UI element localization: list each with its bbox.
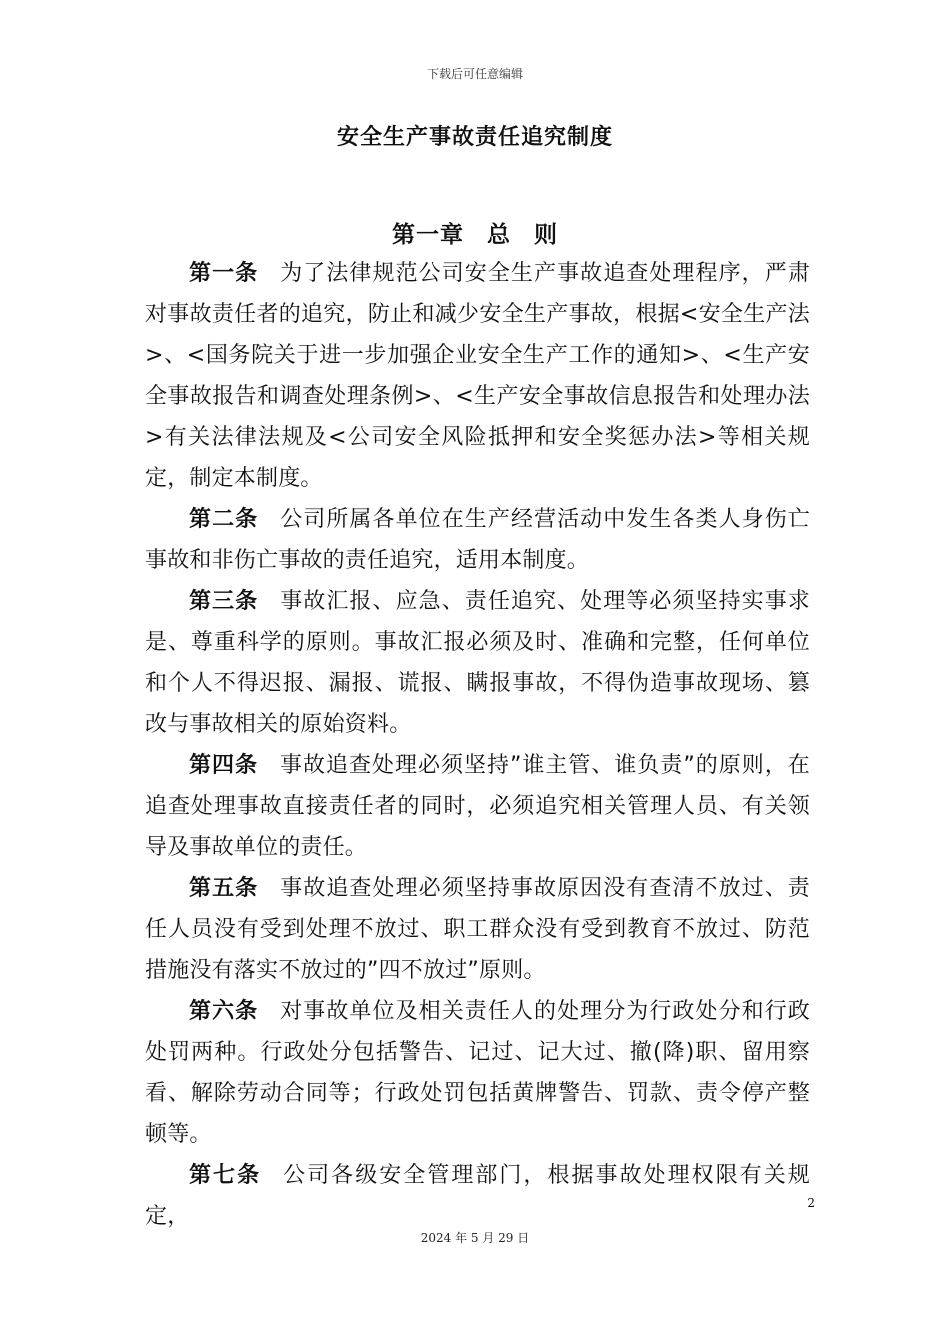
article-label: 第二条: [189, 507, 259, 532]
article-label: 第七条: [189, 1163, 262, 1188]
article-text: 公司各级安全管理部门，根据事故处理权限有关规定，: [145, 1163, 810, 1229]
article-label: 第四条: [189, 753, 258, 778]
article-text: 事故追查处理必须坚持事故原因没有查清不放过、责任人员没有受到处理不放过、职工群众没有受到教育不放过、防范措施没有落实不放过的”四不放过”原则。: [145, 876, 810, 983]
document-body: [145, 253, 810, 1237]
article-label: 第六条: [189, 999, 259, 1024]
article-4: [145, 745, 810, 868]
article-label: 第一条: [189, 261, 259, 286]
article-3: [145, 581, 810, 745]
document-title: 安全生产事故责任追究制度: [336, 125, 613, 150]
article-6: [145, 991, 810, 1155]
article-text: 事故汇报、应急、责任追究、处理等必须坚持实事求是、尊重科学的原则。事故汇报必须及时、准确和完整，任何单位和个人不得迟报、漏报、谎报、瞒报事故，不得伪造事故现场、篡改与事故相关的原始资料。: [145, 589, 810, 737]
page-number: 2: [807, 1196, 815, 1210]
article-2: [145, 499, 810, 581]
article-label: 第五条: [189, 876, 259, 901]
article-5: [145, 868, 810, 991]
article-text: 对事故单位及相关责任人的处理分为行政处分和行政处罚两种。行政处分包括警告、记过、记大过、撤(降)职、留用察看、解除劳动合同等；行政处罚包括黄牌警告、罚款、责令停产整顿等。: [145, 999, 810, 1147]
article-text: 事故追查处理必须坚持”谁主管、谁负责”的原则，在追查处理事故直接责任者的同时，必须追究相关管理人员、有关领导及事故单位的责任。: [145, 753, 810, 860]
article-text: 为了法律规范公司安全生产事故追查处理程序，严肃对事故责任者的追究，防止和减少安全生产事故，根据<安全生产法>、<国务院关于进一步加强企业安全生产工作的通知>、<生产安全事故报告和调查处理条例>、<生产安全事故信息报告和处理办法>有关法律法规及<公司安全风险抵押和安全奖惩办法>等相关规定，制定本制度。: [145, 261, 810, 491]
article-1: [145, 253, 810, 499]
chapter-heading: 第一章 总 则: [391, 222, 558, 248]
page-header: 下载后可任意编辑: [426, 67, 523, 81]
footer-date: 2024 年 5 月 29 日: [420, 1231, 530, 1245]
article-text: 公司所属各单位在生产经营活动中发生各类人身伤亡事故和非伤亡事故的责任追究，适用本制度。: [145, 507, 810, 573]
article-7: [145, 1155, 810, 1237]
article-label: 第三条: [189, 589, 259, 614]
